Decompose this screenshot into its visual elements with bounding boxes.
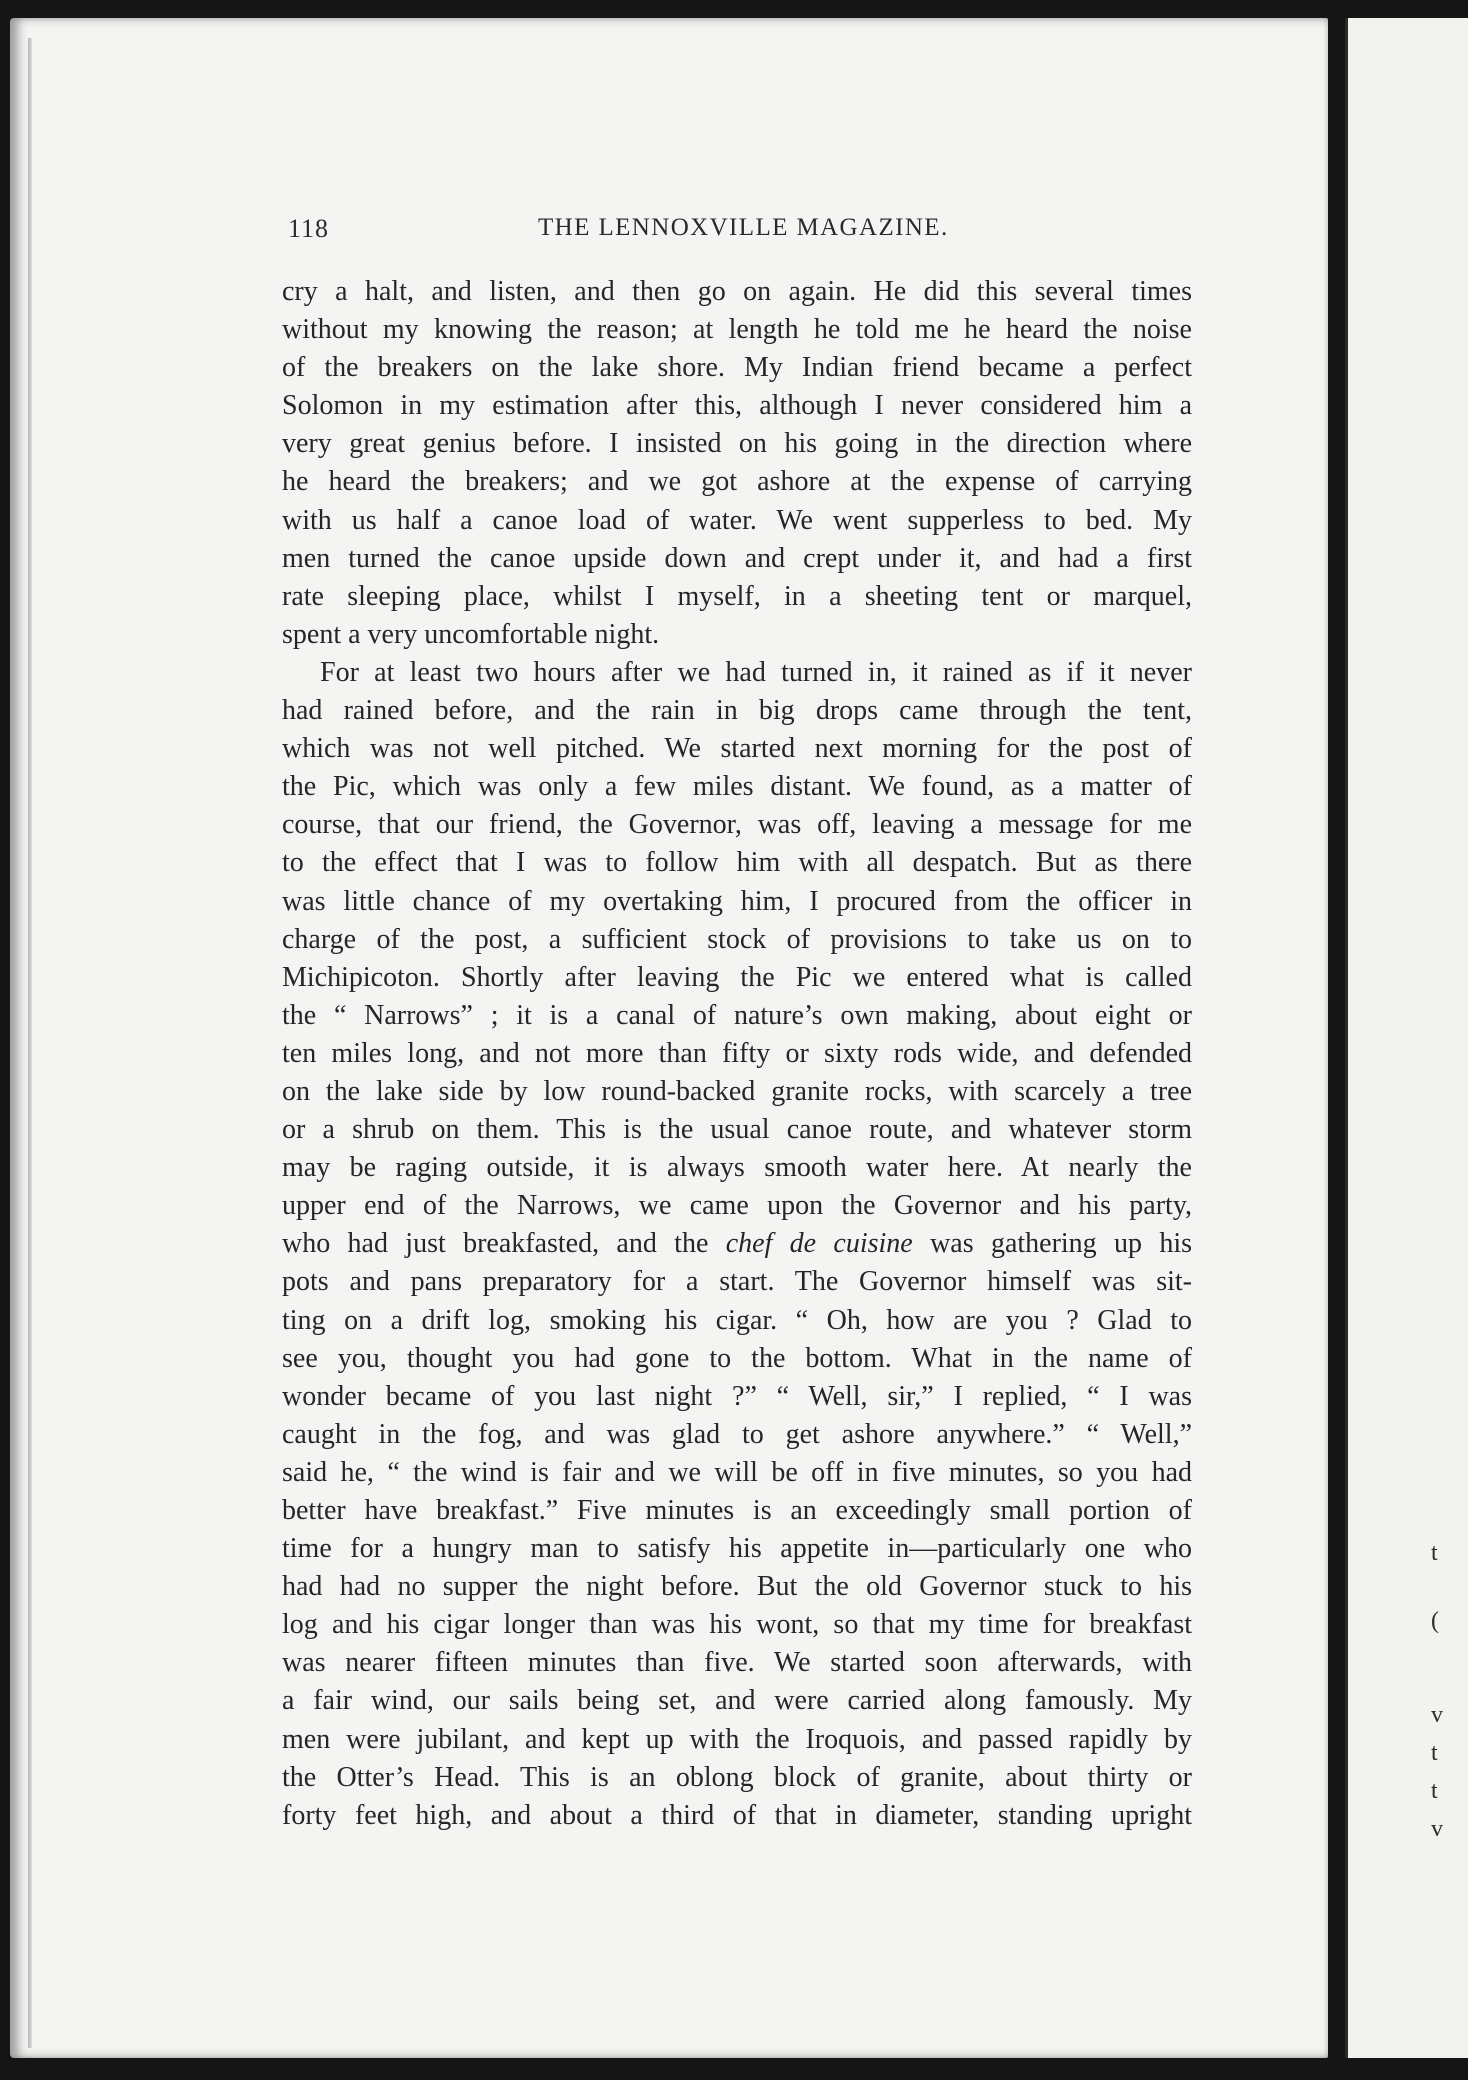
- adjacent-page-fragment: v: [1431, 1702, 1443, 1728]
- text-line: said he, “ the wind is fair and we will be off in five minutes, so you had: [282, 1456, 1192, 1488]
- text-line: or a shrub on them. This is the usual canoe route, and whatever storm: [282, 1114, 1192, 1146]
- text-line: very great genius before. I insisted on his going in the direction where: [282, 428, 1192, 460]
- text-line: without my knowing the reason; at length he told me he heard the noise: [282, 314, 1192, 346]
- text-line: the Otter’s Head. This is an oblong block of granite, about thirty or: [282, 1761, 1192, 1793]
- text-line: on the lake side by low round-backed granite rocks, with scarcely a tree: [282, 1075, 1192, 1107]
- text-line: may be raging outside, it is always smooth water here. At nearly the: [282, 1152, 1192, 1184]
- italic-phrase: chef de cuisine: [725, 1228, 913, 1260]
- text-line: to the effect that I was to follow him with all despatch. But as there: [282, 847, 1192, 879]
- text-line: Michipicoton. Shortly after leaving the Pic we entered what is called: [282, 961, 1192, 993]
- text-line: log and his cigar longer than was his wont, so that my time for breakfast: [282, 1609, 1192, 1641]
- book-page: [10, 18, 1328, 2058]
- text-line: ten miles long, and not more than fifty or sixty rods wide, and defended: [282, 1037, 1192, 1069]
- running-title: THE LENNOXVILLE MAGAZINE.: [538, 214, 949, 241]
- text-line: a fair wind, our sails being set, and were carried along famously. My: [282, 1685, 1192, 1717]
- adjacent-page-fragment: t: [1431, 1778, 1438, 1804]
- text-line: he heard the breakers; and we got ashore at the expense of carrying: [282, 466, 1192, 498]
- page-number: 118: [288, 214, 330, 243]
- text-line-with-italic: [282, 1225, 1192, 1263]
- body-text: [282, 273, 1192, 1835]
- text-run: who had just breakfasted, and the: [282, 1228, 726, 1260]
- text-line: charge of the post, a sufficient stock of provisions to take us on to: [282, 923, 1192, 955]
- text-line: was nearer fifteen minutes than five. We started soon afterwards, with: [282, 1647, 1192, 1679]
- text-line: pots and pans preparatory for a start. The Governor himself was sit-: [282, 1266, 1192, 1298]
- text-line: Solomon in my estimation after this, although I never considered him a: [282, 390, 1192, 422]
- text-line: forty feet high, and about a third of that in diameter, standing upright: [282, 1799, 1192, 1831]
- text-line: of the breakers on the lake shore. My Indian friend became a perfect: [282, 352, 1192, 384]
- text-line: course, that our friend, the Governor, was off, leaving a message for me: [282, 809, 1192, 841]
- text-line: was little chance of my overtaking him, I procured from the officer in: [282, 885, 1192, 917]
- adjacent-page-edge: [1345, 18, 1468, 2058]
- adjacent-page-fragment: (: [1431, 1608, 1439, 1634]
- text-line: cry a halt, and listen, and then go on again. He did this several times: [282, 276, 1192, 307]
- paragraph-start-line: For at least two hours after we had turned in, it rained as if it never: [320, 656, 1192, 688]
- running-header: [288, 214, 1178, 248]
- adjacent-page-fragment: t: [1431, 1540, 1438, 1566]
- text-line: better have breakfast.” Five minutes is an exceedingly small portion of: [282, 1495, 1192, 1526]
- adjacent-page-fragment: t: [1431, 1740, 1438, 1766]
- text-line: see you, thought you had gone to the bottom. What in the name of: [282, 1342, 1192, 1374]
- text-line: caught in the fog, and was glad to get ashore anywhere.” “ Well,”: [282, 1418, 1192, 1450]
- text-line: the Pic, which was only a few miles distant. We found, as a matter of: [282, 771, 1192, 803]
- text-line: ting on a drift log, smoking his cigar. “ Oh, how are you ? Glad to: [282, 1304, 1192, 1336]
- text-line: which was not well pitched. We started next morning for the post of: [282, 733, 1192, 765]
- text-line: time for a hungry man to satisfy his appetite in—particularly one who: [282, 1533, 1192, 1565]
- text-line: upper end of the Narrows, we came upon the Governor and his party,: [282, 1190, 1192, 1222]
- paragraph-end-line: spent a very uncomfortable night.: [282, 618, 660, 650]
- adjacent-page-fragment: v: [1431, 1816, 1443, 1842]
- text-line: rate sleeping place, whilst I myself, in a sheeting tent or marquel,: [282, 580, 1192, 612]
- text-line: with us half a canoe load of water. We went supperless to bed. My: [282, 504, 1192, 536]
- text-run: was gathering up his: [912, 1228, 1193, 1260]
- text-line: wonder became of you last night ?” “ Well, sir,” I replied, “ I was: [282, 1380, 1192, 1412]
- text-line: men turned the canoe upside down and crept under it, and had a first: [282, 542, 1192, 574]
- text-line: men were jubilant, and kept up with the Iroquois, and passed rapidly by: [282, 1723, 1192, 1755]
- text-line: had had no supper the night before. But the old Governor stuck to his: [282, 1571, 1192, 1603]
- text-line: the “ Narrows” ; it is a canal of nature’s own making, about eight or: [282, 999, 1192, 1031]
- text-line: had rained before, and the rain in big drops came through the tent,: [282, 695, 1192, 727]
- page-gutter-shadow: [28, 38, 32, 2048]
